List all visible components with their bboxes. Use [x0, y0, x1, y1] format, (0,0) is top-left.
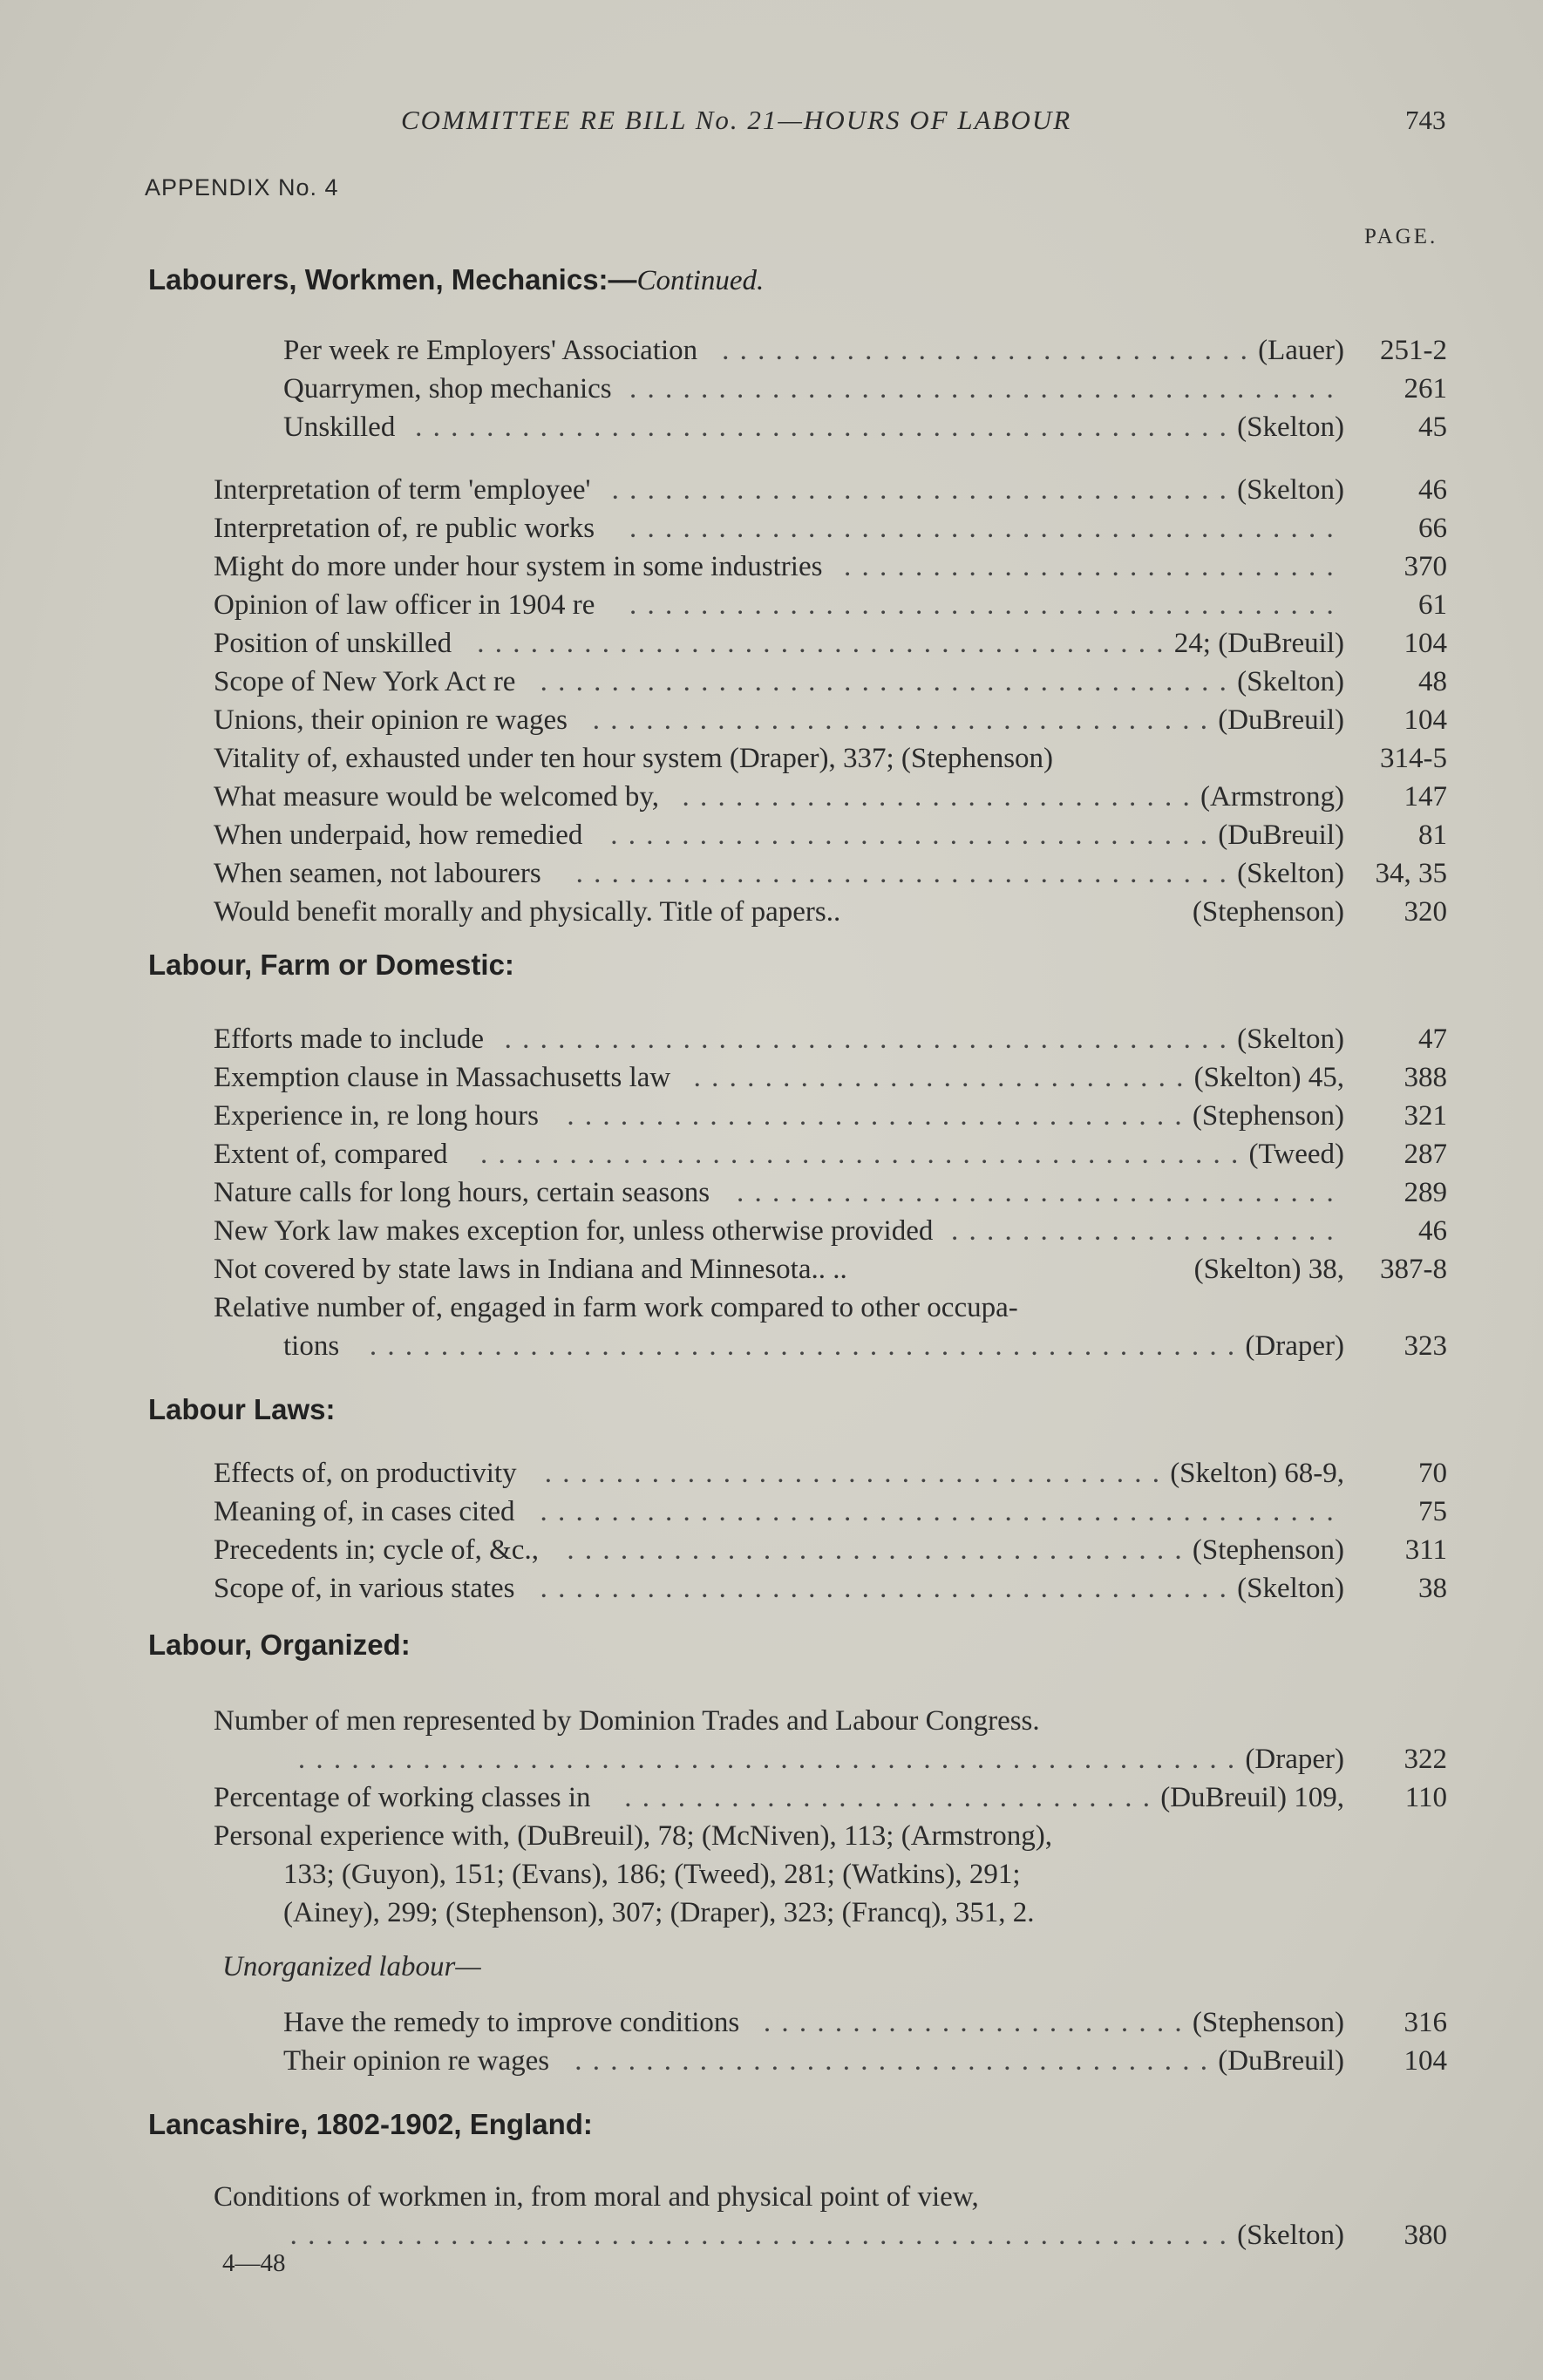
appendix-label: APPENDIX No. 4	[145, 174, 339, 201]
entry-witness: (Stephenson)	[1192, 1100, 1344, 1132]
entry-witness: (Armstrong)	[1200, 781, 1344, 813]
entry-page: 104	[1404, 704, 1447, 736]
entry-reference	[290, 2216, 1447, 2254]
entry-reference	[624, 1778, 1447, 1817]
index-entry	[214, 739, 1447, 778]
entry-text: Scope of New York Act re	[214, 666, 516, 697]
entry-text: Scope of, in various states	[214, 1573, 515, 1604]
entry-text: Interpretation of term 'employee'	[214, 474, 591, 506]
index-entry	[214, 1212, 1447, 1250]
index-entry	[283, 2216, 1447, 2254]
leader-dots: . . . . . . . . . . . . . . . . . . . . . . . . . . . . . . . . . . .	[544, 1458, 1171, 1489]
entry-witness: (Skelton) 38,	[1193, 1254, 1344, 1285]
leader-dots: . . . . . . . . . . . . . . . . . . . . . . . . . . . . . . . . . .	[737, 1177, 1344, 1208]
leader-dots: . . . . . . . . . . . . . . . . . . . . . . . .	[763, 2007, 1193, 2038]
entry-page: 380	[1404, 2220, 1447, 2251]
entry-witness: (Draper)	[1245, 1744, 1344, 1775]
leader-dots: . . . . . . . . . . . . . . . . . . . . . . . . . . . . . . . . . . . . . . .	[540, 666, 1238, 697]
entry-page: 81	[1418, 819, 1447, 851]
entry-text: Their opinion re wages	[283, 2045, 550, 2077]
entry-reference	[722, 331, 1447, 370]
index-entry	[214, 1778, 1447, 1817]
entry-witness: (DuBreuil)	[1218, 704, 1344, 736]
entry-reference	[540, 1569, 1447, 1608]
index-entry	[283, 1855, 1447, 1894]
leader-dots: . . . . . . . . . . . . . . . . . . . . . . . . . . . . . . . . . . . . . . . . . . .	[480, 1139, 1249, 1170]
entry-text: Interpretation of, re public works	[214, 513, 595, 544]
leader-dots: . . . . . . . . . . . . . . . . . . . . . . . . . . . . . . . . . . . . . . .	[540, 1573, 1238, 1604]
entry-page: 66	[1418, 513, 1447, 544]
entry-witness: (Draper)	[1245, 1330, 1344, 1362]
entry-text: Precedents in; cycle of, &c.,	[214, 1534, 539, 1566]
entry-witness: 24; (DuBreuil)	[1173, 628, 1344, 659]
entry-reference	[629, 509, 1447, 547]
running-title: COMMITTEE RE BILL No. 21—HOURS OF LABOUR	[401, 105, 1072, 135]
index-entry	[283, 408, 1447, 446]
page-number: 743	[1405, 105, 1446, 135]
entry-text: Personal experience with, (DuBreuil), 78; (McNiven), 113; (Armstrong),	[214, 1820, 1052, 1852]
entry-reference	[567, 1531, 1447, 1569]
index-entry	[214, 854, 1447, 893]
entry-witness: (DuBreuil)	[1218, 2045, 1344, 2077]
entry-page: 104	[1404, 628, 1447, 659]
entry-text: Unskilled	[283, 411, 396, 443]
entry-witness: (DuBreuil)	[1218, 819, 1344, 851]
entry-page: 261	[1404, 373, 1447, 405]
entry-reference	[1344, 1855, 1447, 1894]
index-entry	[214, 2178, 1447, 2216]
leader-dots: . . . . . . . . . . . . . . . . . . . . . . . . . . . . .	[682, 781, 1201, 813]
entry-page: 322	[1404, 1744, 1447, 1775]
entry-reference	[1344, 1289, 1447, 1327]
entry-text: Position of unskilled	[214, 628, 452, 659]
entry-witness: (Skelton)	[1237, 666, 1344, 697]
index-entry	[283, 331, 1447, 370]
leader-dots: . . . . . . . . . . . . . . . . . . . . . . . . . . . .	[844, 551, 1344, 582]
index-entry	[214, 1020, 1447, 1058]
entry-page: 75	[1418, 1496, 1447, 1527]
entry-witness: (Skelton)	[1237, 2220, 1344, 2251]
leader-dots: . . . . . . . . . . . . . . . . . . . . . . . . . . . . . . . . . . . . .	[575, 858, 1238, 889]
leader-dots: . . . . . . . . . . . . . . . . . . . . . . . . . . . . . . . . . . . . . . . . . . . . . . . . .	[369, 1330, 1246, 1362]
entry-page: 147	[1404, 781, 1447, 813]
index-entry	[214, 778, 1447, 816]
leader-dots: . . . . . . . . . . . . . . . . . . . . . . . . . . . . . . . . . . .	[611, 474, 1238, 506]
entry-text: Effects of, on productivity	[214, 1458, 517, 1489]
index-entry	[214, 624, 1447, 663]
entry-reference	[480, 1135, 1447, 1173]
entry-reference	[737, 1173, 1447, 1212]
entry-witness: (Stephenson)	[1192, 896, 1344, 928]
entry-witness: (Stephenson)	[1192, 1534, 1344, 1566]
entry-witness: (Skelton)	[1237, 1023, 1344, 1055]
entry-reference	[576, 854, 1447, 893]
index-entry	[214, 471, 1447, 509]
entry-witness: (Lauer)	[1258, 335, 1344, 366]
index-entry	[214, 509, 1447, 547]
section-heading: Labour, Organized:	[148, 1629, 411, 1661]
leader-dots: . . . . . . . . . . . . . . . . . . . . . . . . . . . .	[693, 1062, 1194, 1093]
index-entry	[214, 1097, 1447, 1135]
entry-witness: (Skelton)	[1237, 858, 1344, 889]
entry-text: Relative number of, engaged in farm work compared to other occupa-	[214, 1292, 1018, 1323]
entry-text: Might do more under hour system in some industries	[214, 551, 823, 582]
entry-witness: (DuBreuil) 109,	[1160, 1782, 1344, 1813]
entry-witness: (Skelton) 45,	[1193, 1062, 1344, 1093]
entry-text: Experience in, re long hours	[214, 1100, 539, 1132]
entry-text: Efforts made to include	[214, 1023, 485, 1055]
entry-page: 321	[1404, 1100, 1447, 1132]
entry-reference	[540, 1493, 1448, 1531]
entry-page: 323	[1404, 1330, 1447, 1362]
entry-reference	[694, 1058, 1447, 1097]
leader-dots: . . . . . . . . . . . . . . . . . . . . . . . . . . . . . . . . . . . . . . . . .	[504, 1023, 1238, 1055]
entry-reference	[298, 1740, 1447, 1778]
entry-text: Unions, their opinion re wages	[214, 704, 568, 736]
entry-page: 70	[1418, 1458, 1447, 1489]
entry-reference	[683, 778, 1447, 816]
entry-reference	[370, 1327, 1447, 1365]
index-entry	[214, 1569, 1447, 1608]
index-entry	[283, 2042, 1447, 2080]
entry-text: (Ainey), 299; (Stephenson), 307; (Draper), 323; (Francq), 351, 2.	[283, 1897, 1035, 1928]
entry-text: Nature calls for long hours, certain seasons	[214, 1177, 710, 1208]
index-entry	[214, 1454, 1447, 1493]
heading-continued: Continued.	[636, 265, 765, 296]
entry-witness: (Tweed)	[1248, 1139, 1344, 1170]
entry-page: 311	[1404, 1534, 1447, 1566]
entry-witness: (Skelton)	[1237, 474, 1344, 506]
leader-dots: . . . . . . . . . . . . . . . . . . . . . .	[951, 1215, 1344, 1247]
running-head	[0, 105, 1543, 143]
entry-text: Percentage of working classes in	[214, 1782, 591, 1813]
entry-reference	[844, 547, 1447, 586]
entry-reference	[593, 701, 1447, 739]
index-entry	[214, 1250, 1447, 1289]
entry-reference	[951, 1212, 1447, 1250]
entry-text: What measure would be welcomed by,	[214, 781, 660, 813]
index-entry	[214, 547, 1447, 586]
index-entry	[214, 1289, 1447, 1327]
index-entry	[214, 1058, 1447, 1097]
entry-page: 110	[1404, 1782, 1447, 1813]
index-entry	[214, 893, 1447, 931]
entry-page: 251-2	[1380, 335, 1447, 366]
entry-reference	[567, 1097, 1447, 1135]
entry-reference	[629, 370, 1447, 408]
entry-reference	[1344, 2178, 1447, 2216]
entry-page: 104	[1404, 2045, 1447, 2077]
entry-page: 45	[1418, 411, 1447, 443]
index-entry	[214, 1817, 1447, 1855]
entry-page: 287	[1404, 1139, 1447, 1170]
leader-dots: . . . . . . . . . . . . . . . . . . . . . . . . . . . . . . . . . . . .	[574, 2045, 1219, 2077]
entry-text: Number of men represented by Dominion Trades and Labour Congress.	[214, 1705, 1040, 1737]
entry-page: 289	[1404, 1177, 1447, 1208]
section-heading: Labourers, Workmen, Mechanics:—Continued.	[148, 263, 765, 296]
leader-dots: . . . . . . . . . . . . . . . . . . . . . . . . . . . . . . . . . . . . . . . . . . . . . . . . . . . . .	[297, 1744, 1246, 1775]
entry-text: Conditions of workmen in, from moral and physical point of view,	[214, 2181, 979, 2213]
entry-reference	[610, 816, 1447, 854]
leader-dots: . . . . . . . . . . . . . . . . . . . . . . . . . . . . . . . . . . .	[567, 1534, 1193, 1566]
entry-page: 48	[1418, 666, 1447, 697]
entry-text: 133; (Guyon), 151; (Evans), 186; (Tweed), 281; (Watkins), 291;	[283, 1859, 1021, 1890]
leader-dots: . . . . . . . . . . . . . . . . . . . . . . . . . . . . . .	[624, 1782, 1161, 1813]
entry-reference	[477, 624, 1447, 663]
index-entry	[214, 816, 1447, 854]
entry-reference	[1194, 1250, 1447, 1289]
leader-dots: . . . . . . . . . . . . . . . . . . . . . . . . . . . . . .	[722, 335, 1259, 366]
entry-reference	[574, 2042, 1447, 2080]
entry-text: Per week re Employers' Association	[283, 335, 698, 366]
entry-text: Opinion of law officer in 1904 re	[214, 589, 595, 621]
leader-dots: . . . . . . . . . . . . . . . . . . . . . . . . . . . . . . . . . . . . . . .	[477, 628, 1174, 659]
index-entry	[283, 1740, 1447, 1778]
entry-witness: (Skelton)	[1237, 1573, 1344, 1604]
entry-page: 34, 35	[1375, 858, 1447, 889]
entry-page: 61	[1418, 589, 1447, 621]
leader-dots: . . . . . . . . . . . . . . . . . . . . . . . . . . . . . . . . . . .	[592, 704, 1219, 736]
entry-page: 38	[1418, 1573, 1447, 1604]
entry-text: When underpaid, how remedied	[214, 819, 583, 851]
entry-reference	[545, 1454, 1447, 1493]
index-entry	[283, 370, 1447, 408]
entry-text: tions	[283, 1330, 340, 1362]
sub-heading: Unorganized labour—	[222, 1951, 481, 1982]
index-entry	[214, 1531, 1447, 1569]
leader-dots: . . . . . . . . . . . . . . . . . . . . . . . . . . . . . . . . . .	[610, 819, 1219, 851]
entry-page: 370	[1404, 551, 1447, 582]
index-entry	[214, 1493, 1447, 1531]
entry-reference	[1344, 1894, 1447, 1932]
index-entry	[214, 663, 1447, 701]
entry-page: 320	[1404, 896, 1447, 928]
entry-text: When seamen, not labourers	[214, 858, 541, 889]
entry-text: Have the remedy to improve conditions	[283, 2007, 740, 2038]
index-entry	[283, 1327, 1447, 1365]
entry-text: Vitality of, exhausted under ten hour system (Draper), 337; (Stephenson)	[214, 743, 1054, 774]
entry-reference	[540, 663, 1447, 701]
entry-page: 46	[1418, 1215, 1447, 1247]
index-entry	[283, 1894, 1447, 1932]
index-entry	[214, 1135, 1447, 1173]
entry-reference	[612, 471, 1447, 509]
page-column-label: PAGE.	[1364, 225, 1438, 248]
entry-text: Quarrymen, shop mechanics	[283, 373, 612, 405]
index-entry	[214, 586, 1447, 624]
entry-reference	[1344, 1702, 1447, 1740]
entry-witness: (Stephenson)	[1192, 2007, 1344, 2038]
entry-witness: (Skelton) 68-9,	[1170, 1458, 1344, 1489]
entry-page: 314-5	[1380, 743, 1447, 774]
entry-page: 388	[1404, 1062, 1447, 1093]
entry-reference	[1193, 893, 1447, 931]
signature-mark: 4—48	[222, 2249, 286, 2277]
section-heading: Labour Laws:	[148, 1393, 336, 1425]
entry-text: New York law makes exception for, unless otherwise provided	[214, 1215, 934, 1247]
entry-reference	[1344, 739, 1447, 778]
entry-reference	[629, 586, 1447, 624]
entry-page: 387-8	[1380, 1254, 1447, 1285]
entry-text: Extent of, compared	[214, 1139, 448, 1170]
entry-reference	[415, 408, 1447, 446]
index-entry	[283, 2003, 1447, 2042]
entry-page: 46	[1418, 474, 1447, 506]
leader-dots: . . . . . . . . . . . . . . . . . . . . . . . . . . . . . . . . . . . . . . . .	[629, 589, 1344, 621]
leader-dots: . . . . . . . . . . . . . . . . . . . . . . . . . . . . . . . . . . . . . . . . . . . . . . . . . . . . .	[289, 2220, 1238, 2251]
index-entry	[214, 1702, 1447, 1740]
entry-text: Would benefit morally and physically. Title of papers..	[214, 896, 841, 928]
index-entry	[214, 1173, 1447, 1212]
leader-dots: . . . . . . . . . . . . . . . . . . . . . . . . . . . . . . . . . . . . . . . . . . . . .	[540, 1496, 1344, 1527]
entry-text: Not covered by state laws in Indiana and Minnesota.. ..	[214, 1254, 847, 1285]
entry-witness: (Skelton)	[1237, 411, 1344, 443]
leader-dots: . . . . . . . . . . . . . . . . . . . . . . . . . . . . . . . . . . . . . . . .	[629, 373, 1344, 405]
entry-page: 47	[1418, 1023, 1447, 1055]
section-heading: Labour, Farm or Domestic:	[148, 949, 514, 981]
entry-text: Exemption clause in Massachusetts law	[214, 1062, 671, 1093]
section-heading: Lancashire, 1802-1902, England:	[148, 2108, 593, 2140]
entry-reference	[764, 2003, 1447, 2042]
entry-reference	[505, 1020, 1447, 1058]
leader-dots: . . . . . . . . . . . . . . . . . . . . . . . . . . . . . . . . . . . . . . . .	[629, 513, 1344, 544]
index-entry	[214, 701, 1447, 739]
leader-dots: . . . . . . . . . . . . . . . . . . . . . . . . . . . . . . . . . . .	[567, 1100, 1193, 1132]
entry-page: 316	[1404, 2007, 1447, 2038]
entry-reference	[1344, 1817, 1447, 1855]
leader-dots: . . . . . . . . . . . . . . . . . . . . . . . . . . . . . . . . . . . . . . . . . . . . . .	[415, 411, 1238, 443]
entry-text: Meaning of, in cases cited	[214, 1496, 515, 1527]
